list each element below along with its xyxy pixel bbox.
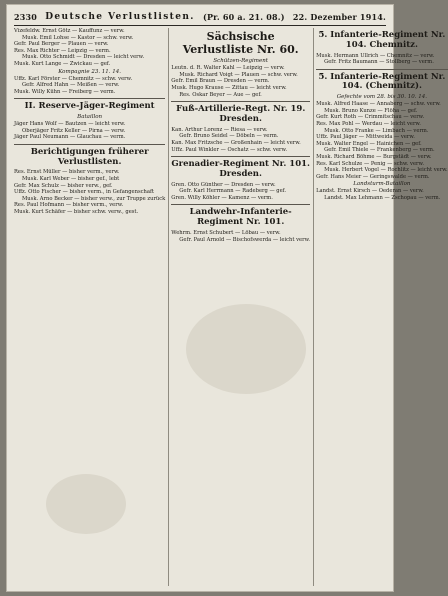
casualty-line: Musk. Willy Kühn — Freiberg — verm. bbox=[14, 88, 116, 95]
col3-caption: Landsturm-Bataillon bbox=[353, 181, 411, 188]
masthead bbox=[14, 10, 386, 24]
column-3 bbox=[316, 28, 448, 586]
masthead-rule bbox=[14, 25, 386, 26]
col2-main-heading: Sächsische Verlustliste Nr. 60. bbox=[182, 30, 299, 56]
casualty-line: Musk. Alfred Haase — Annaberg — schw. verw. bbox=[316, 101, 441, 108]
col3-heading-1: 5. Infanterie-Regiment Nr. 104. Chemnitz. bbox=[318, 30, 446, 50]
columns bbox=[14, 28, 448, 586]
col2-list-b bbox=[171, 127, 310, 153]
casualty-line: Musk. Kurt Lange — Zwickau — gef. bbox=[14, 60, 111, 67]
col2-heading-3: Grenadier-Regiment Nr. 101. Dresden. bbox=[171, 159, 310, 179]
column-1 bbox=[14, 28, 165, 586]
col1-caption: Kompagnie 23. 11. 14. bbox=[58, 68, 122, 75]
casualty-line: Musk. Otto Schmidt — Dresden — leicht verw. bbox=[22, 54, 145, 61]
casualty-line: Musk. Emil Lohse — Kastor — schw. verw. bbox=[22, 34, 134, 41]
casualty-line: Res. Paul Hofmann — bisher verm., verw. bbox=[14, 202, 124, 209]
casualty-line: Musk. Bruno Kunze — Flöha — gef. bbox=[324, 107, 418, 114]
paper-title: Deutsche Verlustlisten. bbox=[45, 12, 195, 22]
casualty-line: Leutn. d. R. Walter Kahl — Leipzig — verw. bbox=[171, 65, 285, 72]
casualty-line: Uffz. Otto Fischer — bisher verm., in Gefangenschaft bbox=[14, 189, 154, 196]
casualty-line: Oberjäger Fritz Keller — Pirna — verw. bbox=[22, 127, 126, 134]
casualty-line: Uffz. Paul Winkler — Oschatz — schw. verw. bbox=[171, 146, 287, 153]
col1-subheading: Bataillon bbox=[77, 114, 103, 121]
casualty-line: Res. Max Pohl — Werdau — leicht verw. bbox=[316, 121, 421, 128]
col3-list-b bbox=[316, 101, 448, 180]
col2-caption: Schützen-Regiment bbox=[213, 58, 268, 65]
casualty-line: Wehrm. Ernst Schubert — Löbau — verw. bbox=[171, 230, 281, 236]
casualty-line: Musk. Karl Weber — bisher gef., lebt bbox=[22, 176, 120, 183]
col1-list-a bbox=[14, 76, 165, 96]
divider bbox=[316, 69, 448, 70]
col1-heading-1: II. Reserve-Jäger-Regiment bbox=[24, 101, 155, 112]
casualty-line: Gren. Otto Günther — Dresden — verw. bbox=[171, 181, 276, 188]
casualty-line: Gefr. Kurt Roth — Crimmitschau — verw. bbox=[316, 114, 425, 121]
casualty-line: Jäger Paul Neumann — Glauchau — verm. bbox=[14, 134, 126, 141]
divider bbox=[14, 98, 165, 99]
casualty-line: Gefr. Emil Thiele — Frankenberg — verm. bbox=[324, 147, 435, 154]
casualty-line: Uffz. Paul Jäger — Mittweida — verw. bbox=[316, 134, 415, 141]
col1-top-list bbox=[14, 28, 165, 68]
col3-heading-2: 5. Infanterie-Regiment Nr. 104. (Chemnitz). bbox=[318, 71, 446, 92]
divider bbox=[171, 156, 310, 157]
casualty-line: Gefr. Emil Braun — Dresden — verm. bbox=[171, 78, 270, 85]
casualty-line: Vizefeldw. Ernst Götz — Kauffunz — verw. bbox=[14, 28, 125, 34]
casualty-line: Gefr. Fritz Baumann — Stollberg — verm. bbox=[324, 59, 434, 66]
col2-heading-2: Fuß-Artillerie-Regt. Nr. 19. Dresden. bbox=[176, 104, 306, 125]
casualty-line: Gren. Willy Köhler — Kamenz — verm. bbox=[171, 194, 273, 201]
casualty-line: Res. Max Richter — Leipzig — verm. bbox=[14, 47, 111, 54]
col2-list-c bbox=[171, 182, 310, 202]
casualty-line: Gefr. Paul Arnold — Bischofswerda — leicht verw. bbox=[179, 236, 311, 243]
casualty-line: Musk. Richard Böhme — Burgstädt — verw. bbox=[316, 154, 432, 160]
col1-list-b bbox=[14, 121, 165, 141]
casualty-line: Landst. Ernst Kirsch — Oederan — verw. bbox=[316, 188, 424, 195]
casualty-line: Kan. Max Fritzsche — Großenhain — leicht verw. bbox=[171, 139, 301, 146]
issue-date: 22. Dezember 1914. bbox=[292, 12, 386, 22]
col3-list-c bbox=[316, 188, 448, 201]
casualty-line: Musk. Herbert Vogel — Rochlitz — leicht verw. bbox=[324, 167, 448, 174]
casualty-line: Gefr. Bruno Seidel — Döbeln — verm. bbox=[179, 133, 279, 140]
col2-list-d bbox=[171, 230, 310, 243]
divider bbox=[171, 204, 310, 205]
casualty-line: Musk. Kurt Schäfer — bisher schw. verw., gest. bbox=[14, 208, 139, 215]
casualty-line: Gefr. Hans Meier — Geringswalde — verm. bbox=[316, 173, 430, 180]
casualty-line: Uffz. Karl Förster — Chemnitz — schw. verw. bbox=[14, 75, 133, 82]
casualty-line: Kan. Arthur Lorenz — Riesa — verw. bbox=[171, 126, 268, 133]
casualty-line: Jäger Hans Wolf — Bautzen — leicht verw. bbox=[14, 121, 126, 128]
casualty-line: Musk. Otto Franke — Limbach — verm. bbox=[324, 127, 429, 134]
casualty-line: Res. Ernst Müller — bisher verm., verw. bbox=[14, 169, 120, 176]
page-number: 2330 bbox=[14, 12, 38, 22]
casualty-line: Musk. Richard Voigt — Plauen — schw. verw. bbox=[179, 71, 298, 78]
divider bbox=[14, 144, 165, 145]
casualty-line: Landst. Max Lehmann — Zschopau — verm. bbox=[324, 194, 441, 201]
col2-heading-4: Landwehr-Infanterie-Regiment Nr. 101. bbox=[189, 207, 292, 228]
issue-number: (Pr. 60 a. 21. 08.) bbox=[202, 12, 285, 22]
col2-list-a bbox=[171, 65, 310, 98]
col3-subheading: Gefechte vom 28. bis 30. 10. 14. bbox=[336, 94, 427, 101]
casualty-line: Musk. Hugo Krause — Zittau — leicht verw. bbox=[171, 85, 287, 92]
col3-list-a bbox=[316, 53, 448, 66]
casualty-line: Gefr. Karl Herrmann — Radeberg — gef. bbox=[179, 188, 287, 195]
newspaper-page bbox=[6, 4, 448, 592]
divider bbox=[171, 101, 310, 102]
casualty-line: Gefr. Max Schulz — bisher verw., gef. bbox=[14, 182, 113, 189]
col1-list-c bbox=[14, 169, 165, 215]
col1-heading-2: Berichtigungen früherer Verlustlisten. bbox=[30, 146, 149, 167]
casualty-line: Res. Karl Schulze — Penig — schw. verw. bbox=[316, 160, 424, 167]
casualty-line: Musk. Arno Becker — bisher verw., zur Truppe zurück bbox=[22, 195, 166, 202]
column-2 bbox=[171, 28, 310, 586]
casualty-line: Musk. Hermann Ullrich — Chemnitz — verw. bbox=[316, 52, 435, 59]
casualty-line: Musk. Walter Engel — Hainichen — gef. bbox=[316, 140, 422, 147]
casualty-line: Res. Oskar Beyer — Aue — gef. bbox=[179, 91, 262, 98]
casualty-line: Gefr. Paul Berger — Plauen — verw. bbox=[14, 41, 109, 48]
casualty-line: Gefr. Alfred Hahn — Meißen — verw. bbox=[22, 82, 120, 89]
